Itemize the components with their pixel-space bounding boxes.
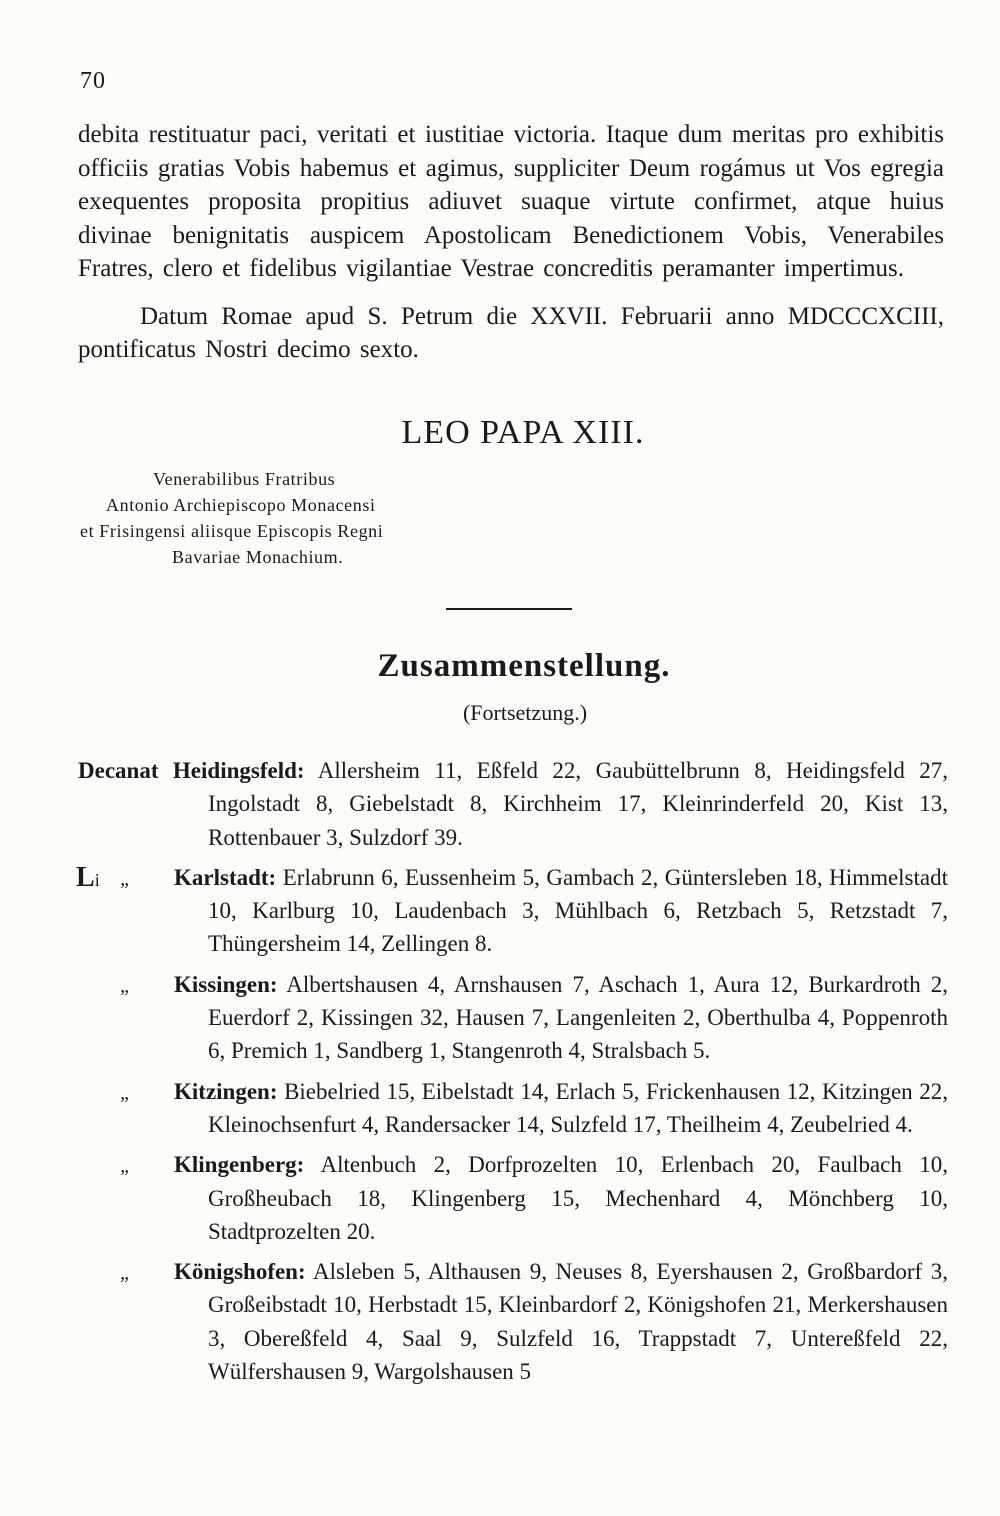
list-item (78, 968, 948, 1068)
entry-text: Alsleben 5, Althausen 9, Neuses 8, Eyershausen 2, Großbardorf 3, Großeibstadt 10, Herbstadt 15, Kleinbardorf 2, Königshofen 21, Merkershausen 3, Obereßfeld 4, Saal 9, Sulzfeld 16, Trappstadt 7, Untereßfeld 22, Wülfershausen 9, Wargolshausen 5 (208, 1259, 948, 1385)
entry-head: Klingenberg: (174, 1152, 305, 1178)
entry-head: Heidingsfeld: (172, 758, 305, 783)
address-block (80, 466, 383, 570)
section-divider (446, 608, 572, 610)
margin-mark (76, 861, 100, 897)
latin-text (78, 118, 944, 367)
ditto-mark: „ (120, 1081, 132, 1104)
list-item (78, 1148, 948, 1248)
entry-text: Altenbuch 2, Dorfprozelten 10, Erlenbach 20, Faulbach 10, Großheubach 18, Klingenberg 15, Mechenhard 4, Mönchberg 10, Stadtprozelten 20. (208, 1152, 948, 1244)
page-number: 70 (80, 68, 106, 94)
margin-mark-letter: L (76, 861, 95, 893)
entry-text: Allersheim 11, Eßfeld 22, Gaubüttelbrunn 8, Heidingsfeld 27, Ingolstadt 8, Giebelstadt 8, Kirchheim 17, Kleinrinderfeld 20, Kist 13, Rottenbauer 3, Sulzdorf 39. (208, 758, 949, 850)
list-item (78, 1075, 948, 1142)
entry-text: Erlabrunn 6, Eussenheim 5, Gambach 2, Güntersleben 18, Himmelstadt 10, Karlburg 10, Laudenbach 3, Mühlbach 6, Retzbach 5, Retzstadt 7, Thüngersheim 14, Zellingen 8. (208, 864, 949, 957)
entry-text: Albertshausen 4, Arnshausen 7, Aschach 1, Aura 12, Burkardroth 2, Euerdorf 2, Kissingen 32, Hausen 7, Langenleiten 2, Oberthulba 4, Poppenroth 6, Premich 1, Sandberg 1, Stangenroth 4, Stralsbach 5. (208, 971, 949, 1064)
entry-text: Biebelried 15, Eibelstadt 14, Erlach 5, Frickenhausen 12, Kitzingen 22, Kleinochsenfurt 4, Randersacker 14, Sulzfeld 17, Theilheim 4, Zeubelried 4. (208, 1078, 948, 1137)
margin-mark-small: i (94, 869, 100, 890)
address-line: Antonio Archiepiscopo Monacensi (106, 495, 376, 515)
entry-prefix: Decanat (78, 758, 159, 783)
list-item (78, 861, 948, 961)
address-line: Bavariae Monachium. (172, 547, 344, 567)
entry-head: Karlstadt: (174, 864, 277, 890)
ditto-mark: „ (120, 1262, 132, 1285)
entry-head: Kitzingen: (174, 1078, 278, 1104)
ditto-mark: „ (120, 867, 132, 890)
entry-head: Königshofen: (174, 1259, 306, 1285)
section-title: Zusammenstellung. (377, 648, 671, 684)
deanery-list (78, 754, 948, 1395)
list-item (78, 754, 948, 854)
signature: LEO PAPA XIII. (401, 414, 645, 451)
address-line: Venerabilibus Fratribus (153, 469, 336, 489)
latin-paragraph-1: debita restituatur paci, veritati et iustitiae victoria. Itaque dum meritas pro exhibitis officiis gratias Vobis habemus et agimus, suppliciter Deum rogámus ut Vos egregia exequentes proposita propitius adiuvet suaque virtute confirmet, atque huius divinae benignitatis auspicem Apostolicam Benedictionem Vobis, Venerabiles Fratres, clero et fidelibus vigilantiae Vestrae concreditis peramanter impertimus. (78, 121, 944, 282)
list-item (78, 1255, 948, 1388)
latin-paragraph-2: Datum Romae apud S. Petrum die XXVII. Februarii anno MDCCCXCIII, pontificatus Nostri decimo sexto. (78, 302, 944, 363)
section-subtitle: (Fortsetzung.) (462, 700, 588, 725)
address-line: et Frisingensi aliisque Episcopis Regni (80, 521, 384, 541)
ditto-mark: „ (120, 974, 132, 997)
entry-head: Kissingen: (174, 971, 278, 997)
ditto-mark: „ (120, 1155, 132, 1178)
